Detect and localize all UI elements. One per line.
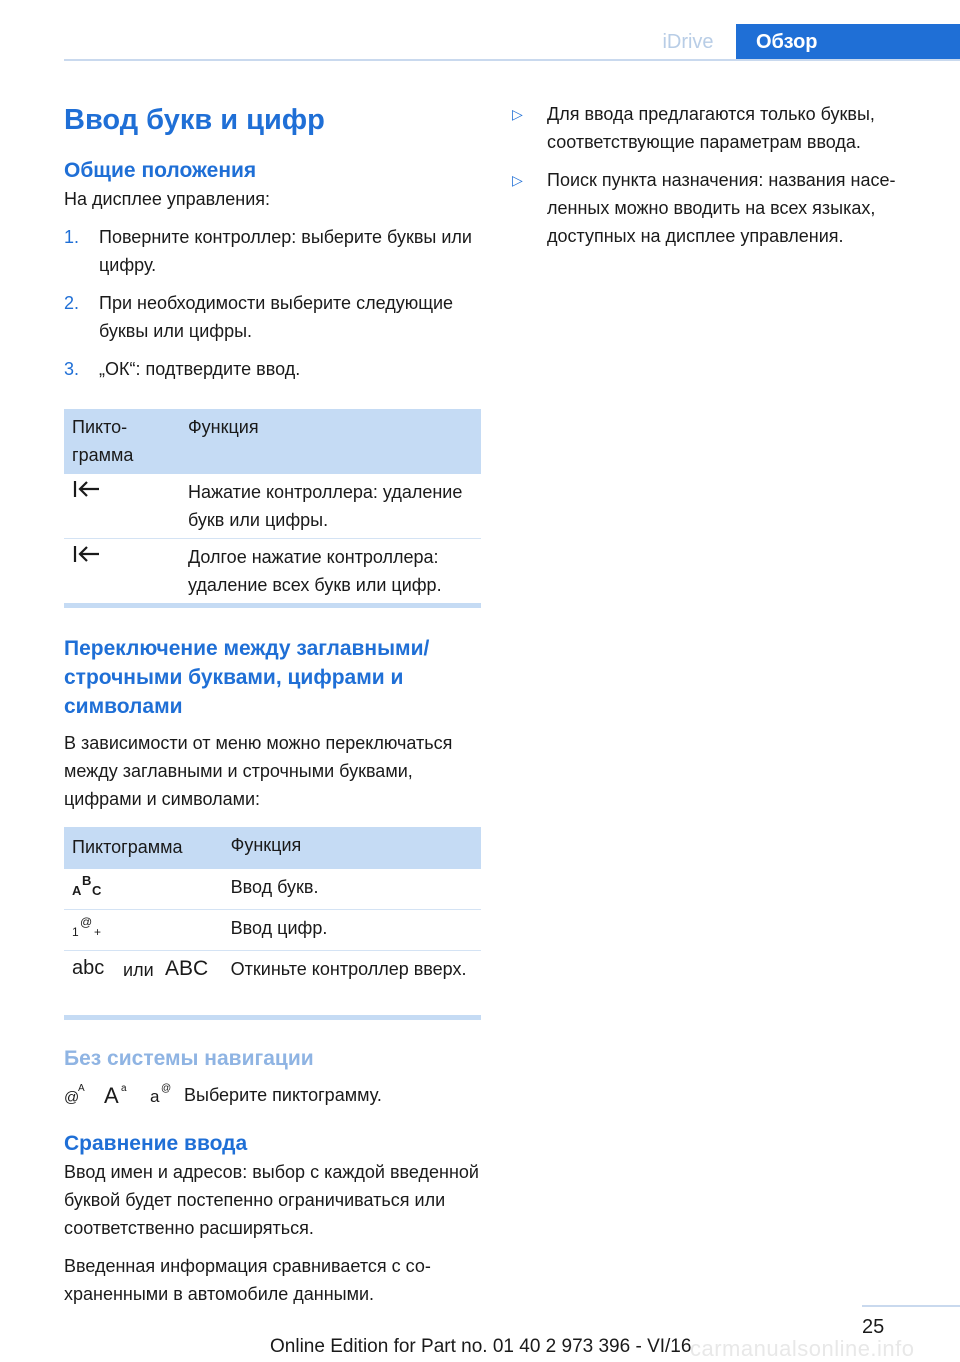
no-nav-text: Выберите пиктограмму. bbox=[184, 1084, 382, 1105]
page-number: 25 bbox=[862, 1316, 885, 1338]
section-heading-switching: Переключение между заглавными/строчными буквами, цифрами и символами bbox=[64, 637, 430, 718]
table-cell-function: Ввод букв. bbox=[223, 869, 481, 910]
table-cell-icon bbox=[64, 539, 180, 604]
steps-list bbox=[64, 223, 481, 383]
page-title: Ввод букв и цифр bbox=[64, 104, 325, 136]
list-item bbox=[512, 100, 932, 156]
table-header-row bbox=[64, 827, 481, 869]
table-row bbox=[64, 951, 481, 1016]
bullet-text: Поиск пункта назначения: названия населенных можно вводить на всех языках, доступных на дисплее управления. bbox=[547, 170, 896, 246]
left-column bbox=[64, 100, 481, 1308]
list-item bbox=[64, 355, 481, 383]
step-number: 3. bbox=[64, 359, 80, 379]
general-intro: На дисплее управления: bbox=[64, 189, 271, 209]
svg-text:+: + bbox=[94, 925, 102, 938]
column-header: Пиктограмма bbox=[64, 409, 180, 474]
svg-text:A: A bbox=[104, 1082, 119, 1106]
section-heading-general: Общие положения bbox=[64, 159, 257, 182]
svg-text:@: @ bbox=[161, 1082, 172, 1094]
header-section-label: iDrive bbox=[662, 31, 714, 53]
letters-icon bbox=[72, 873, 106, 905]
triangle-bullet-icon: ▷ bbox=[512, 172, 523, 188]
svg-text:ABC: ABC bbox=[164, 957, 208, 979]
step-text: „ОК“: подтвердите ввод. bbox=[99, 359, 301, 379]
backspace-icon bbox=[72, 478, 102, 508]
triangle-bullet-icon: ▷ bbox=[512, 106, 523, 122]
svg-text:A: A bbox=[78, 1082, 85, 1094]
compare-text-2: Введенная информация сравнивается с сохраненными в автомобиле данными. bbox=[64, 1256, 431, 1304]
table-cell-icon bbox=[64, 869, 223, 910]
column-header: Функция bbox=[180, 409, 481, 474]
header-tab[interactable]: Обзор bbox=[736, 24, 960, 61]
switching-text: В зависимости от меню можно переключаться между заглавными и строчными буквами, цифрами и символами: bbox=[64, 733, 453, 809]
svg-text:C: C bbox=[92, 883, 102, 897]
table-row bbox=[64, 474, 481, 539]
step-number: 1. bbox=[64, 227, 80, 247]
svg-text:@: @ bbox=[64, 1088, 80, 1106]
step-number: 2. bbox=[64, 293, 80, 313]
table-cell-function: Нажатие контроллера: удаление букв или цифры. bbox=[180, 474, 481, 539]
table-cell-icon bbox=[64, 474, 180, 539]
svg-text:a: a bbox=[121, 1082, 127, 1094]
bullet-text: Для ввода предлагаются только буквы, соответствующие параметрам ввода. bbox=[547, 104, 875, 152]
compare-text-1: Ввод имен и адресов: выбор с каждой введенной буквой будет постепенно ограничиваться или соответственно расширяться. bbox=[64, 1162, 479, 1238]
at-uppercase-icon bbox=[64, 1080, 92, 1111]
watermark: carmanualsonline.info bbox=[690, 1336, 915, 1361]
table-row bbox=[64, 539, 481, 604]
lowercase-abc-icon bbox=[72, 955, 112, 987]
table-header-row bbox=[64, 409, 481, 474]
table-cell-icon bbox=[64, 910, 223, 951]
svg-text:1: 1 bbox=[72, 925, 79, 938]
section-heading-no-nav: Без системы навигации bbox=[64, 1047, 314, 1070]
lowercase-a-at-icon bbox=[150, 1080, 176, 1111]
uppercase-abc-icon bbox=[165, 955, 215, 987]
column-header: Функция bbox=[223, 827, 481, 869]
table-cell-function: Ввод цифр. bbox=[223, 910, 481, 951]
svg-text:A: A bbox=[72, 883, 82, 897]
digits-symbols-icon bbox=[72, 914, 106, 946]
step-text: Поверните контроллер: выберите буквы или цифру. bbox=[99, 227, 472, 275]
or-label: или bbox=[123, 959, 154, 980]
list-item bbox=[64, 223, 481, 279]
list-item bbox=[512, 166, 932, 250]
table-cell-function: Откиньте контроллер вверх. bbox=[230, 959, 467, 979]
step-text: При необходимости выберите следующие буквы или цифры. bbox=[99, 293, 454, 341]
right-column bbox=[512, 100, 932, 260]
no-nav-row bbox=[64, 1079, 481, 1111]
svg-text:abc: abc bbox=[72, 957, 105, 979]
pictogram-table-switch bbox=[64, 827, 481, 1015]
uppercase-a-icon bbox=[104, 1080, 132, 1111]
backspace-icon bbox=[72, 543, 102, 573]
footer-divider bbox=[862, 1305, 960, 1307]
table-row bbox=[64, 910, 481, 951]
table-cell-icon bbox=[64, 951, 223, 1016]
svg-text:B: B bbox=[82, 873, 92, 888]
table-cell-function: Долгое нажатие контроллера: удаление всех букв или цифр. bbox=[188, 547, 442, 595]
list-item bbox=[64, 289, 481, 345]
svg-text:a: a bbox=[150, 1086, 160, 1106]
section-heading-compare: Сравнение ввода bbox=[64, 1132, 248, 1155]
table-row bbox=[64, 869, 481, 910]
pictogram-table-delete bbox=[64, 409, 481, 603]
column-header: Пиктограмма bbox=[64, 827, 223, 869]
svg-text:@: @ bbox=[80, 915, 93, 929]
bullet-list bbox=[512, 100, 932, 250]
footer-edition: Online Edition for Part no. 01 40 2 973 396 - VI/16 bbox=[270, 1336, 692, 1357]
header-divider bbox=[64, 59, 960, 61]
